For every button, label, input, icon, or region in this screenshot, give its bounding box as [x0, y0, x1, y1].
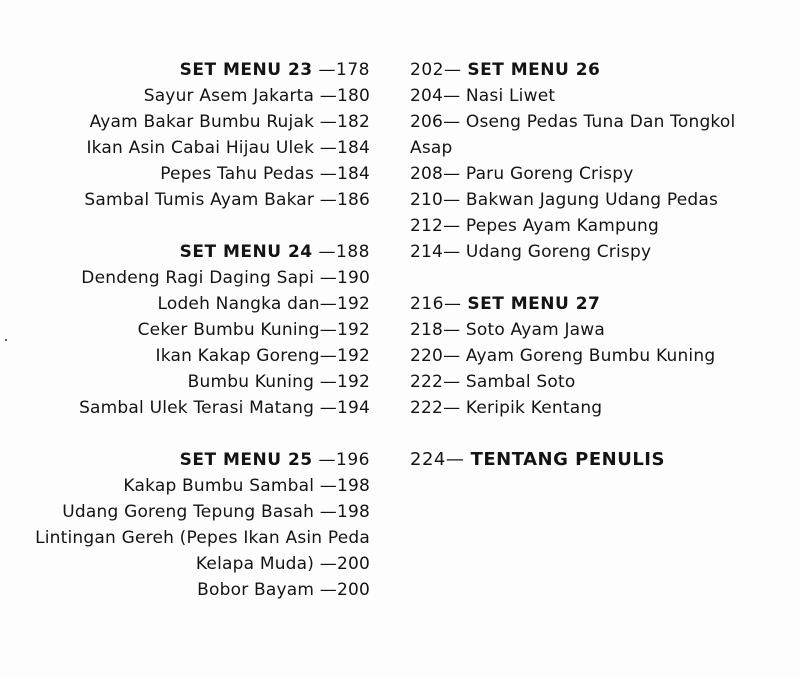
entry-separator: — [312, 60, 337, 80]
entry-separator: — [445, 449, 471, 470]
entry-page-number: 192 [336, 346, 370, 366]
entry-separator: — [443, 60, 468, 80]
toc-entry [410, 395, 790, 421]
entry-page-number: 206 [410, 112, 444, 132]
section-gap [20, 421, 370, 447]
entry-title: Sayur Asem Jakarta [143, 86, 315, 106]
section-gap [410, 421, 790, 447]
entry-page-number: 204 [410, 86, 444, 106]
entry-title: Bakwan Jagung Udang Pedas [465, 190, 719, 210]
entry-page-number: 222 [410, 372, 444, 392]
toc-section-heading [20, 57, 370, 83]
entry-separator: — [443, 242, 466, 262]
entry-page-number: 200 [336, 580, 370, 600]
entry-page-number: 220 [410, 346, 444, 366]
entry-title: Sambal Tumis Ayam Bakar [84, 190, 315, 210]
entry-title: SET MENU 27 [467, 294, 601, 314]
toc-entry [20, 499, 370, 525]
toc-entry [20, 577, 370, 603]
entry-separator: — [443, 346, 466, 366]
entry-title: Dendeng Ragi Daging Sapi [81, 268, 315, 288]
entry-page-number: 212 [410, 216, 444, 236]
entry-title: Udang Goreng Tepung Basah [62, 502, 315, 522]
toc-entry [20, 109, 370, 135]
entry-separator: — [319, 320, 337, 340]
entry-separator: — [443, 216, 466, 236]
entry-separator: — [443, 164, 466, 184]
entry-page-number: 218 [410, 320, 444, 340]
entry-page-number: 192 [336, 372, 370, 392]
toc-entry [20, 161, 370, 187]
entry-separator: — [314, 190, 337, 210]
entry-separator: — [314, 138, 337, 158]
toc-entry [20, 525, 370, 551]
entry-page-number: 202 [410, 60, 444, 80]
toc-entry [410, 213, 790, 239]
entry-page-number: 192 [336, 294, 370, 314]
entry-title: Oseng Pedas Tuna Dan Tongkol [465, 112, 736, 132]
entry-separator: — [314, 112, 337, 132]
toc-entry [20, 135, 370, 161]
entry-separator: — [443, 86, 466, 106]
entry-title: Asap [410, 138, 453, 158]
section-gap [20, 213, 370, 239]
entry-title: Bumbu Kuning [187, 372, 315, 392]
entry-title: SET MENU 26 [467, 60, 601, 80]
entry-page-number: 190 [336, 268, 370, 288]
entry-separator: — [314, 164, 337, 184]
entry-separator: — [314, 554, 337, 574]
toc-entry [20, 83, 370, 109]
entry-separator: — [314, 268, 337, 288]
toc-entry [410, 135, 790, 161]
entry-title: Nasi Liwet [465, 86, 556, 106]
entry-title: Paru Goreng Crispy [465, 164, 634, 184]
toc-entry [410, 161, 790, 187]
entry-separator: — [319, 294, 337, 314]
entry-page-number: 210 [410, 190, 444, 210]
entry-title: Soto Ayam Jawa [465, 320, 606, 340]
entry-title: Sambal Soto [465, 372, 576, 392]
entry-title: Kelapa Muda) [195, 554, 315, 574]
entry-title: Keripik Kentang [465, 398, 603, 418]
section-gap [410, 265, 790, 291]
toc-entry [410, 369, 790, 395]
speck-mark [5, 339, 7, 341]
toc-entry [410, 109, 790, 135]
entry-page-number: 208 [410, 164, 444, 184]
entry-page-number: 216 [410, 294, 444, 314]
entry-title: Sambal Ulek Terasi Matang [79, 398, 315, 418]
entry-title: Lodeh Nangka dan [157, 294, 320, 314]
entry-page-number: 184 [336, 138, 370, 158]
entry-title: Ayam Goreng Bumbu Kuning [465, 346, 716, 366]
entry-title: SET MENU 24 [179, 242, 313, 262]
entry-separator: — [443, 398, 466, 418]
entry-title: Pepes Tahu Pedas [160, 164, 315, 184]
entry-title: Ceker Bumbu Kuning [137, 320, 320, 340]
entry-title: Ikan Kakap Goreng [155, 346, 320, 366]
toc-right-column [410, 57, 790, 473]
toc-entry [20, 473, 370, 499]
toc-entry [20, 187, 370, 213]
toc-entry [20, 265, 370, 291]
entry-page-number: 186 [336, 190, 370, 210]
toc-entry [20, 395, 370, 421]
entry-page-number: 198 [336, 476, 370, 496]
toc-section-heading [410, 291, 790, 317]
entry-page-number: 224 [410, 449, 446, 470]
entry-title: Bobor Bayam [197, 580, 315, 600]
entry-title: Lintingan Gereh (Pepes Ikan Asin Peda [35, 528, 370, 548]
toc-entry [20, 551, 370, 577]
entry-page-number: 196 [336, 450, 370, 470]
toc-left-column [20, 57, 370, 603]
entry-separator: — [312, 242, 337, 262]
entry-page-number: 184 [336, 164, 370, 184]
entry-title: Pepes Ayam Kampung [465, 216, 659, 236]
toc-entry [20, 369, 370, 395]
entry-separator: — [314, 398, 337, 418]
toc-entry [410, 187, 790, 213]
toc-entry [410, 317, 790, 343]
entry-title: SET MENU 23 [179, 60, 313, 80]
entry-separator: — [443, 112, 466, 132]
entry-page-number: 178 [336, 60, 370, 80]
entry-page-number: 192 [336, 320, 370, 340]
entry-page-number: 188 [336, 242, 370, 262]
entry-separator: — [443, 372, 466, 392]
toc-entry [410, 239, 790, 265]
entry-separator: — [312, 450, 337, 470]
entry-title: TENTANG PENULIS [470, 449, 665, 470]
entry-page-number: 200 [336, 554, 370, 574]
entry-title: Kakap Bumbu Sambal [123, 476, 315, 496]
entry-title: Ikan Asin Cabai Hijau Ulek [86, 138, 315, 158]
entry-separator: — [314, 502, 337, 522]
toc-section-heading [20, 239, 370, 265]
entry-page-number: 222 [410, 398, 444, 418]
entry-page-number: 180 [336, 86, 370, 106]
entry-title: Ayam Bakar Bumbu Rujak [89, 112, 315, 132]
entry-page-number: 214 [410, 242, 444, 262]
entry-page-number: 182 [336, 112, 370, 132]
entry-separator: — [314, 372, 337, 392]
entry-separator: — [443, 320, 466, 340]
toc-entry [20, 291, 370, 317]
entry-separator: — [443, 190, 466, 210]
entry-separator: — [314, 86, 337, 106]
toc-entry [20, 317, 370, 343]
toc-entry [20, 343, 370, 369]
entry-separator: — [314, 580, 337, 600]
toc-entry [410, 83, 790, 109]
entry-page-number: 194 [336, 398, 370, 418]
toc-section-heading [410, 57, 790, 83]
toc-entry [410, 343, 790, 369]
entry-separator: — [443, 294, 468, 314]
entry-title: Udang Goreng Crispy [465, 242, 652, 262]
entry-separator: — [319, 346, 337, 366]
entry-title: SET MENU 25 [179, 450, 313, 470]
toc-section-heading [20, 447, 370, 473]
entry-page-number: 198 [336, 502, 370, 522]
entry-separator: — [314, 476, 337, 496]
toc-section-heading [410, 447, 790, 473]
